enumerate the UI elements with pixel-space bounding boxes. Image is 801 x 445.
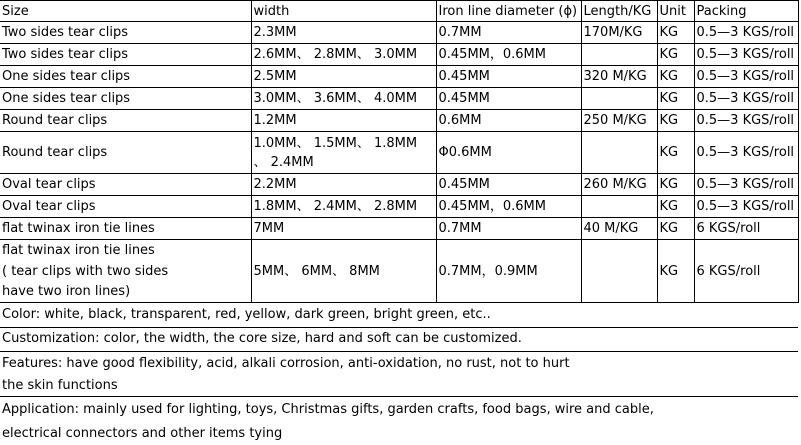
cell-width-line: 1.0MM、 1.5MM、 1.8MM (253, 135, 418, 151)
cell-width: 2.3MM (251, 22, 436, 44)
cell-iron-diameter: 0.7MM (436, 22, 581, 44)
header-unit: Unit (657, 1, 694, 22)
cell-size: Oval tear clips (0, 196, 251, 218)
cell-unit: KG (657, 174, 694, 196)
table-row (0, 174, 798, 196)
cell-iron-diameter: 0.45MM (436, 174, 581, 196)
cell-packing: 0.5—3 KGS/roll (694, 132, 798, 174)
cell-size: Two sides tear clips (0, 44, 251, 66)
header-length: Length/KG (581, 1, 657, 22)
cell-size: One sides tear clips (0, 66, 251, 88)
cell-length (581, 240, 657, 303)
cell-unit: KG (657, 88, 694, 110)
table-row (0, 218, 798, 240)
note-color: Color: white, black, transparent, red, yellow, dark green, bright green, etc.. (0, 304, 798, 328)
cell-packing: 0.5—3 KGS/roll (694, 88, 798, 110)
cell-packing: 0.5—3 KGS/roll (694, 22, 798, 44)
cell-size-line: have two iron lines) (2, 284, 131, 299)
cell-size: Oval tear clips (0, 174, 251, 196)
cell-width: 7MM (251, 218, 436, 240)
cell-width: 2.6MM、 2.8MM、 3.0MM (251, 44, 436, 66)
cell-length: 320 M/KG (581, 66, 657, 88)
cell-iron-diameter: 0.45MM (436, 88, 581, 110)
cell-length: 170M/KG (581, 22, 657, 44)
table-row (0, 88, 798, 110)
notes-section (0, 304, 798, 445)
cell-size: flat twinax iron tie lines (0, 218, 251, 240)
cell-packing: 0.5—3 KGS/roll (694, 110, 798, 132)
cell-unit: KG (657, 110, 694, 132)
table-row (0, 196, 798, 218)
cell-unit: KG (657, 22, 694, 44)
header-width: width (251, 1, 436, 22)
table-header-row (0, 1, 798, 22)
header-iron-diameter: Iron line diameter (ɸ) (436, 1, 581, 22)
cell-packing: 6 KGS/roll (694, 218, 798, 240)
cell-size-line: flat twinax iron tie lines (2, 243, 155, 258)
cell-unit: KG (657, 132, 694, 174)
table-row (0, 66, 798, 88)
cell-packing: 0.5—3 KGS/roll (694, 196, 798, 218)
cell-iron-diameter: Φ0.6MM (436, 132, 581, 174)
cell-packing: 0.5—3 KGS/roll (694, 44, 798, 66)
cell-size: Round tear clips (0, 110, 251, 132)
cell-size-line: ( tear clips with two sides (2, 264, 169, 279)
note-features-line: the skin functions (2, 378, 118, 393)
cell-iron-diameter: 0.6MM (436, 110, 581, 132)
cell-unit: KG (657, 66, 694, 88)
cell-iron-diameter: 0.45MM，0.6MM (436, 196, 581, 218)
table-row (0, 44, 798, 66)
cell-length (581, 132, 657, 174)
cell-width (251, 132, 436, 174)
cell-packing: 0.5—3 KGS/roll (694, 66, 798, 88)
note-application (0, 397, 798, 445)
cell-unit: KG (657, 196, 694, 218)
cell-width: 2.2MM (251, 174, 436, 196)
cell-width: 2.5MM (251, 66, 436, 88)
cell-size: Two sides tear clips (0, 22, 251, 44)
cell-length (581, 44, 657, 66)
cell-size: Round tear clips (0, 132, 251, 174)
cell-width: 5MM、 6MM、 8MM (251, 240, 436, 303)
cell-length (581, 196, 657, 218)
cell-length: 260 M/KG (581, 174, 657, 196)
note-application-line: Application: mainly used for lighting, toys, Christmas gifts, garden crafts, food bags, wire and cable, (2, 402, 654, 417)
header-packing: Packing (694, 1, 798, 22)
header-size: Size (0, 1, 251, 22)
note-customization: Customization: color, the width, the core size, hard and soft can be customized. (0, 328, 798, 352)
cell-width-line: 、 2.4MM (253, 154, 314, 170)
cell-iron-diameter: 0.7MM，0.9MM (436, 240, 581, 303)
cell-width: 3.0MM、 3.6MM、 4.0MM (251, 88, 436, 110)
note-features-line: Features: have good flexibility, acid, alkali corrosion, anti-oxidation, no rust, not to hurt (2, 356, 570, 371)
table-row (0, 110, 798, 132)
cell-packing: 0.5—3 KGS/roll (694, 174, 798, 196)
table-row (0, 22, 798, 44)
cell-iron-diameter: 0.7MM (436, 218, 581, 240)
table-row (0, 132, 798, 174)
cell-length: 250 M/KG (581, 110, 657, 132)
cell-iron-diameter: 0.45MM (436, 66, 581, 88)
cell-width: 1.8MM、 2.4MM、 2.8MM (251, 196, 436, 218)
cell-size (0, 240, 251, 303)
cell-iron-diameter: 0.45MM，0.6MM (436, 44, 581, 66)
cell-length: 40 M/KG (581, 218, 657, 240)
cell-length (581, 88, 657, 110)
cell-width: 1.2MM (251, 110, 436, 132)
cell-unit: KG (657, 44, 694, 66)
table-row (0, 240, 798, 303)
note-application-line: electrical connectors and other items tying (2, 426, 283, 441)
cell-unit: KG (657, 218, 694, 240)
cell-unit: KG (657, 240, 694, 303)
cell-size: One sides tear clips (0, 88, 251, 110)
note-features (0, 352, 798, 397)
cell-packing: 6 KGS/roll (694, 240, 798, 303)
